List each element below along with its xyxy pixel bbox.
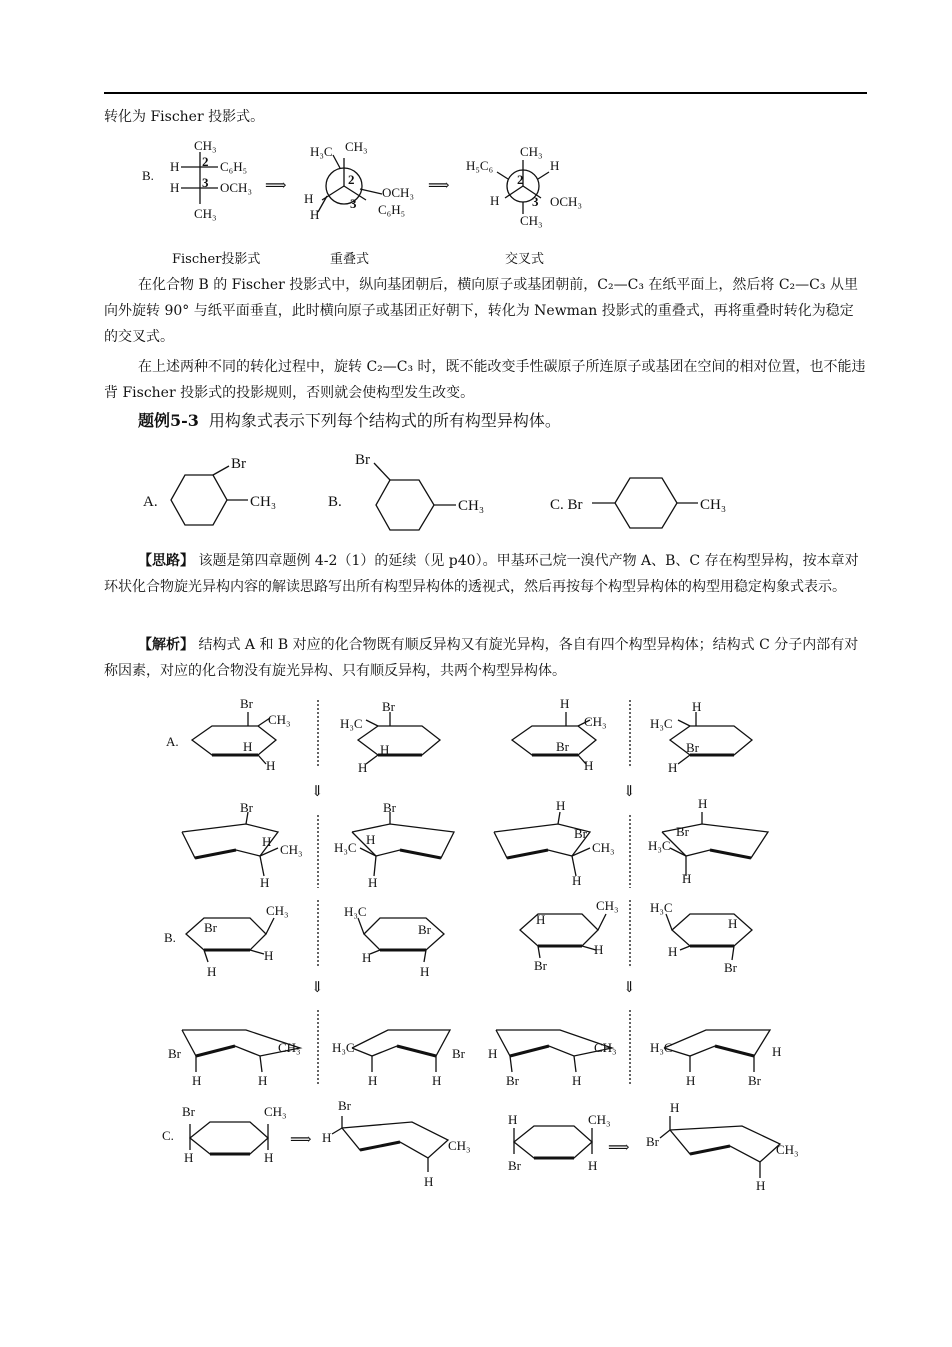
atom-och3: OCH₃ bbox=[382, 185, 414, 200]
atom-h: H bbox=[358, 760, 368, 775]
atom-h: H bbox=[170, 180, 180, 195]
atom-h: H bbox=[243, 739, 253, 754]
arrow-down: ⇓ bbox=[311, 980, 324, 996]
label-A: A. bbox=[143, 494, 158, 510]
atom-h: H bbox=[490, 193, 500, 208]
label-B: B. bbox=[328, 494, 342, 510]
atom-ch3: CH₃ bbox=[458, 498, 485, 514]
atom-br: Br bbox=[676, 824, 689, 839]
atom-och3: OCH₃ bbox=[550, 194, 582, 209]
atom-h3c: H₃C bbox=[340, 716, 363, 731]
atom-ch3: CH₃ bbox=[266, 903, 289, 918]
analysis-text: 结构式 A 和 B 对应的化合物既有顺反异构又有旋光异构，各自有四个构型异构体；结构式 C 分子内部有对称因素，对应的化合物没有旋光异构、只有顺反异构，共两个构型异构体。 bbox=[104, 637, 859, 679]
atom-ch3: CH₃ bbox=[448, 1138, 471, 1153]
atom-br: Br bbox=[338, 1098, 351, 1113]
atom-h3c: H₃C bbox=[650, 716, 673, 731]
atom-br: Br bbox=[534, 958, 547, 973]
atom-h: H bbox=[192, 1073, 202, 1088]
atom-h3c: H₃C bbox=[310, 144, 333, 159]
atom-h: H bbox=[362, 950, 372, 965]
atom-br: Br bbox=[418, 922, 431, 937]
paragraph-2: 在上述两种不同的转化过程中，旋转 C₂—C₃ 时，既不能改变手性碳原子所连原子或基团在空间的相对位置，也不能违背 Fischer 投影式的投影规则，否则就会使构型发生改变。 bbox=[104, 359, 866, 401]
atom-h5c6: H₅C₆ bbox=[466, 158, 494, 173]
atom-br: Br bbox=[574, 826, 587, 841]
label-B-row: B. bbox=[164, 930, 176, 945]
atom-h: H bbox=[184, 1150, 194, 1165]
atom-h3c: H₃C bbox=[650, 900, 673, 915]
atom-ch3: CH₃ bbox=[278, 1040, 301, 1055]
caption-fischer: Fischer投影式 bbox=[172, 252, 261, 267]
atom-h3c: H₃C bbox=[332, 1040, 355, 1055]
atom-br: Br bbox=[508, 1158, 521, 1173]
atom-h: H bbox=[420, 964, 430, 979]
atom-h: H bbox=[572, 1073, 582, 1088]
atom-h: H bbox=[488, 1046, 498, 1061]
atom-och3: OCH₃ bbox=[220, 180, 252, 195]
atom-h: H bbox=[304, 191, 314, 206]
caption-staggered: 交叉式 bbox=[505, 252, 545, 267]
atom-h: H bbox=[556, 798, 566, 813]
atom-ch3: CH₃ bbox=[596, 898, 619, 913]
atom-br: Br bbox=[748, 1073, 761, 1088]
atom-br: Br bbox=[240, 696, 253, 711]
atom-br: Br bbox=[506, 1073, 519, 1088]
atom-h: H bbox=[772, 1044, 782, 1059]
atom-h: H bbox=[322, 1130, 332, 1145]
atom-h: H bbox=[262, 834, 272, 849]
paragraph-1: 在化合物 B 的 Fischer 投影式中，纵向基团朝后，横向原子或基团朝前，C₂—C₃ 在纸平面上，然后将 C₂—C₃ 从里向外旋转 90° 与纸平面垂直，此时横向原子或基团正好朝下，转化为 Newman 投影式的重叠式，再将重叠时转化为稳定的交叉式。 bbox=[104, 277, 858, 345]
atom-h: H bbox=[584, 758, 594, 773]
thinking-label: 【思路】 bbox=[138, 553, 194, 569]
atom-h: H bbox=[536, 912, 546, 927]
carbon-number-3: 3 bbox=[532, 194, 539, 209]
atom-h: H bbox=[380, 742, 390, 757]
atom-ch3: CH₃ bbox=[776, 1142, 799, 1157]
atom-h: H bbox=[572, 873, 582, 888]
arrow-right: ⟹ bbox=[428, 178, 450, 194]
arrow-down: ⇓ bbox=[623, 980, 636, 996]
atom-br: Br bbox=[686, 740, 699, 755]
atom-ch3: CH₃ bbox=[194, 138, 217, 153]
atom-br: Br bbox=[556, 739, 569, 754]
atom-br: Br bbox=[646, 1134, 659, 1149]
atom-h: H bbox=[266, 758, 276, 773]
atom-ch3: CH₃ bbox=[280, 842, 303, 857]
atom-h: H bbox=[682, 871, 692, 886]
thinking-text: 该题是第四章题例 4-2（1）的延续（见 p40）。甲基环己烷一溴代产物 A、B、C 存在构型异构，按本章对环状化合物旋光异构内容的解读思路写出所有构型异构体的透视式，然后再按每个构型异构体的构型用稳定构象式表示。 bbox=[104, 553, 859, 595]
caption-eclipsed: 重叠式 bbox=[330, 252, 370, 267]
arrow-right: ⟹ bbox=[290, 1132, 312, 1148]
atom-br: Br bbox=[240, 800, 253, 815]
atom-ch3: CH₃ bbox=[594, 1040, 617, 1055]
atom-ch3: CH₃ bbox=[250, 494, 277, 510]
carbon-number-2: 2 bbox=[202, 154, 209, 169]
label-C-br: C. Br bbox=[550, 497, 583, 513]
carbon-number-2: 2 bbox=[517, 172, 524, 187]
label-A-row: A. bbox=[166, 734, 179, 749]
atom-h: H bbox=[692, 699, 702, 714]
atom-c6h5: C₆H₅ bbox=[378, 202, 406, 217]
atom-ch3: CH₃ bbox=[268, 712, 291, 727]
atom-h: H bbox=[728, 916, 738, 931]
atom-h: H bbox=[260, 875, 270, 890]
atom-br: Br bbox=[382, 699, 395, 714]
atom-h: H bbox=[560, 696, 570, 711]
atom-h: H bbox=[368, 875, 378, 890]
atom-h: H bbox=[668, 944, 678, 959]
label-C-row: C. bbox=[162, 1128, 174, 1143]
atom-br: Br bbox=[452, 1046, 465, 1061]
atom-h: H bbox=[668, 760, 678, 775]
atom-ch3: CH₃ bbox=[520, 144, 543, 159]
atom-h: H bbox=[368, 1073, 378, 1088]
atom-h3c: H₃C bbox=[334, 840, 357, 855]
carbon-number-3: 3 bbox=[202, 175, 209, 190]
atom-h: H bbox=[588, 1158, 598, 1173]
atom-br: Br bbox=[182, 1104, 195, 1119]
analysis-label: 【解析】 bbox=[138, 637, 194, 653]
example-text: 用构象式表示下列每个结构式的所有构型异构体。 bbox=[208, 411, 561, 430]
atom-h: H bbox=[670, 1100, 680, 1115]
atom-ch3: CH₃ bbox=[264, 1104, 287, 1119]
atom-h: H bbox=[310, 207, 320, 222]
atom-ch3: CH₃ bbox=[700, 497, 727, 513]
atom-ch3: CH₃ bbox=[588, 1112, 611, 1127]
atom-h: H bbox=[170, 159, 180, 174]
arrow-right: ⟹ bbox=[608, 1140, 630, 1156]
atom-br: Br bbox=[383, 800, 396, 815]
arrow-down: ⇓ bbox=[311, 784, 324, 800]
atom-ch3: CH₃ bbox=[520, 213, 543, 228]
atom-h: H bbox=[264, 1150, 274, 1165]
atom-h: H bbox=[756, 1178, 766, 1193]
atom-h3c: H₃C bbox=[648, 838, 671, 853]
atom-h: H bbox=[432, 1073, 442, 1088]
atom-br: Br bbox=[204, 920, 217, 935]
atom-c6h5: C₆H₅ bbox=[220, 159, 248, 174]
atom-br: Br bbox=[168, 1046, 181, 1061]
arrow-right: ⟹ bbox=[265, 178, 287, 194]
atom-h: H bbox=[698, 796, 708, 811]
atom-h: H bbox=[366, 832, 376, 847]
atom-h: H bbox=[258, 1073, 268, 1088]
atom-br: Br bbox=[355, 452, 370, 468]
atom-br: Br bbox=[724, 960, 737, 975]
atom-h: H bbox=[264, 948, 274, 963]
atom-h3c: H₃C bbox=[344, 904, 367, 919]
atom-ch3: CH₃ bbox=[592, 840, 615, 855]
example-label: 题例5-3 bbox=[138, 411, 199, 430]
carbon-number-2: 2 bbox=[348, 172, 355, 187]
atom-h: H bbox=[508, 1112, 518, 1127]
atom-ch3: CH₃ bbox=[584, 714, 607, 729]
arrow-down: ⇓ bbox=[623, 784, 636, 800]
atom-h: H bbox=[207, 964, 217, 979]
atom-h: H bbox=[550, 158, 560, 173]
atom-ch3: CH₃ bbox=[194, 206, 217, 221]
atom-h: H bbox=[424, 1174, 434, 1189]
intro-line: 转化为 Fischer 投影式。 bbox=[104, 109, 265, 125]
atom-h: H bbox=[686, 1073, 696, 1088]
label-B-fischer: B. bbox=[142, 168, 154, 183]
atom-h3c: H₃C bbox=[650, 1040, 673, 1055]
atom-h: H bbox=[594, 942, 604, 957]
carbon-number-3: 3 bbox=[350, 196, 357, 211]
atom-ch3: CH₃ bbox=[345, 139, 368, 154]
atom-br: Br bbox=[231, 456, 246, 472]
